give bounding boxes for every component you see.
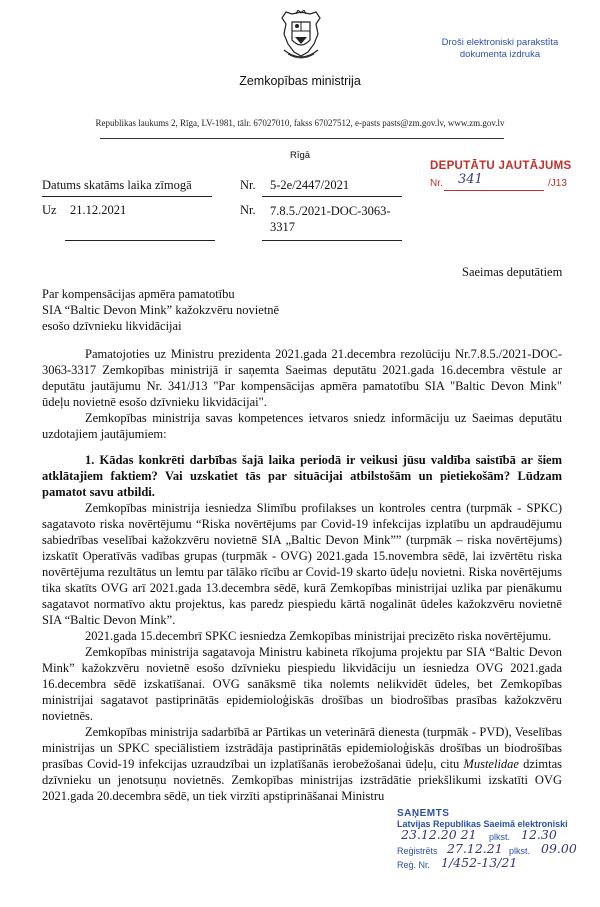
header-divider — [100, 138, 504, 139]
paragraph-biosecurity-part1: Zemkopības ministrija sadarbībā ar Pārtikas un veterinārā dienesta (turpmāk - PVD), Veselības ministrijas un SPKC speciālistiem izstrādāja pastiprinātās epidemioloģiskās drošības un biodrošības prasības Covid-19 infekcijas uzraudzībai un izplatīšanās ierobežošanai ūdeļu, citu — [42, 725, 562, 771]
paragraph-risk-assessment: Zemkopības ministrija iesniedza Slimību profilakses un kontroles centra (turpmāk - SPKC) sagatavoto riska novērtējumu “Riska novērtējums par Covid-19 infekcijas izplatību un apdraudējumu sabiedrības veselībai kažokzvēru novietnē SIA „Baltic Devon Mink”” (turpmāk – riska novērtējums) izskatīt Operatīvās vadības grupas (turpmāk - OVG) 2021.gada 15.novembra sēdē, lai izvērtētu riska novērtējuma rezultātus un lemtu par tālāko rīcību ar Covid-19 skarto ūdeļu novietni. Riska novērtējums tika skatīts OVG arī 2021.gada 13.decembra sēdē, kurā Zemkopības ministrijai uzlika par pienākumu sagatavot normatīvo aktu projektus, kas paredz piespiedu kārtā nogalināt ūdeles kažokzvēru novietnē SIA “Baltic Devon Mink”. — [42, 501, 562, 627]
ministry-name: Zemkopības ministrija — [239, 74, 361, 88]
outgoing-nr-label: Nr. — [240, 178, 256, 192]
deputy-stamp-number-line — [430, 174, 580, 194]
registration-number: 1/452-13/21 — [441, 855, 518, 870]
ministry-address: Republikas laukums 2, Rīga, LV-1981, tālr. 67027010, fakss 67027512, e-pasts pasts@zm.gov.lv, www.zm.gov.lv — [95, 118, 505, 128]
document-body — [42, 346, 562, 804]
addressee: Saeimas deputātiem — [462, 265, 563, 279]
electronic-signature-note — [425, 37, 575, 61]
outgoing-nr: 5-2e/2447/2021 — [270, 178, 350, 192]
registered-date: 27.12.21 — [447, 841, 503, 856]
paragraph-intro: Pamatojoties uz Ministru prezidenta 2021.gada 21.decembra rezolūciju Nr.7.8.5./2021-DOC-3063-3317 Zemkopības ministrijā ir saņemta Saeimas deputātu 2021.gada 16.decembra vēstule ar deputātu jautājumu Nr. 341/J13 "Par kompensācijas apmēra pamatotību SIA "Baltic Devon Mink" ūdeļu novietnē esošo dzīvnieku likvidācijai". — [42, 347, 562, 409]
coat-of-arms-logo — [278, 10, 324, 64]
registered-time-label: plkst. — [509, 846, 531, 856]
mustelidae-term: Mustelidae — [463, 757, 519, 771]
deputy-stamp-title: DEPUTĀTU JAUTĀJUMS — [430, 160, 572, 172]
signature-note-line2: dokumenta izdruka — [459, 49, 541, 60]
paragraph-biosecurity-part2: dzimtas dzīvnieku un jenotsuņu novietnēs. Zemkopības ministrijas izstrādātie priekšlikumi izskatīti OVG 2021.gada 20.decembra sēdē, un tiek virzīti apstiprināšanai Ministru — [42, 757, 562, 803]
signature-note-line1: Droši elektroniski parakstīta — [441, 37, 559, 48]
reply-to-label: Uz — [42, 203, 57, 217]
received-stamp-subtitle: Latvijas Republikas Saeimā elektroniski — [397, 819, 568, 829]
paragraph-biosecurity — [42, 724, 562, 804]
received-time: 12.30 — [521, 827, 557, 842]
question-1: 1. Kādas konkrēti darbības šajā laika periodā ir veikusi jūsu valdība saistībā ar šiem atklātajiem faktiem? Vai uzskatiet tās par situācijai atbilstošām un pietiekošām? Lūdzam pamatot savu atbildi. — [42, 453, 562, 499]
date-visible-note: Datums skatāms laika zīmogā — [42, 178, 192, 192]
document-city: Rīgā — [289, 150, 311, 161]
deputy-stamp-nr-label: Nr. — [430, 178, 443, 189]
paragraph-competence: Zemkopības ministrija savas kompetences ietvaros sniedz informāciju uz Saeimas deputātu uzdotajiem jautājumiem: — [42, 411, 562, 441]
subject-line3: esošo dzīvnieku likvidācijai — [42, 319, 182, 333]
reply-date-underline — [65, 240, 215, 241]
outgoing-nr-underline — [262, 196, 402, 197]
deputy-stamp-suffix: /J13 — [548, 178, 567, 189]
deputy-question-stamp — [430, 160, 580, 194]
reference-nr-underline — [262, 240, 402, 241]
reference-nr-line2: 3317 — [270, 220, 295, 234]
reference-nr-label: Nr. — [240, 203, 256, 217]
deputy-stamp-number: 341 — [458, 172, 483, 187]
registration-number-label: Reģ. Nr. — [397, 860, 431, 870]
deputy-stamp-underline — [444, 190, 544, 191]
registration-number-row — [397, 855, 597, 872]
received-time-label: plkst. — [489, 832, 511, 842]
paragraph-spkc: 2021.gada 15.decembrī SPKC iesniedza Zemkopības ministrijai precizēto riska novērtējumu. — [85, 629, 552, 643]
document-subject — [42, 286, 422, 334]
reference-nr-line1: 7.8.5./2021-DOC-3063- — [270, 204, 391, 218]
received-stamp — [397, 808, 597, 872]
reply-to-date: 21.12.2021 — [70, 203, 127, 217]
subject-line1: Par kompensācijas apmēra pamatotību — [42, 287, 235, 301]
subject-line2: SIA “Baltic Devon Mink” kažokzvēru novietnē — [42, 303, 280, 317]
reference-nr — [270, 203, 390, 235]
date-underline — [42, 196, 212, 197]
registered-label: Reģistrēts — [397, 846, 438, 856]
registered-time: 09.00 — [541, 841, 577, 856]
received-stamp-title: SAŅEMTS — [397, 808, 450, 819]
paragraph-cabinet-order: Zemkopības ministrija sagatavoja Ministru kabineta rīkojuma projektu par SIA “Baltic Devon Mink” kažokzvēru novietnē esošo dzīvnieku piespiedu likvidāciju un iesniedza OVG 2021.gada 16.decembra sēdē izskatīšanai. OVG sanāksmē tika nolemts nelikvidēt ūdeles, bet Zemkopības ministrijai sagatavot pastiprinātās epidemioloģiskās drošības un biodrošības prasības kažokzvēru novietnēs. — [42, 645, 562, 723]
received-date: 23.12.20 21 — [401, 827, 477, 842]
